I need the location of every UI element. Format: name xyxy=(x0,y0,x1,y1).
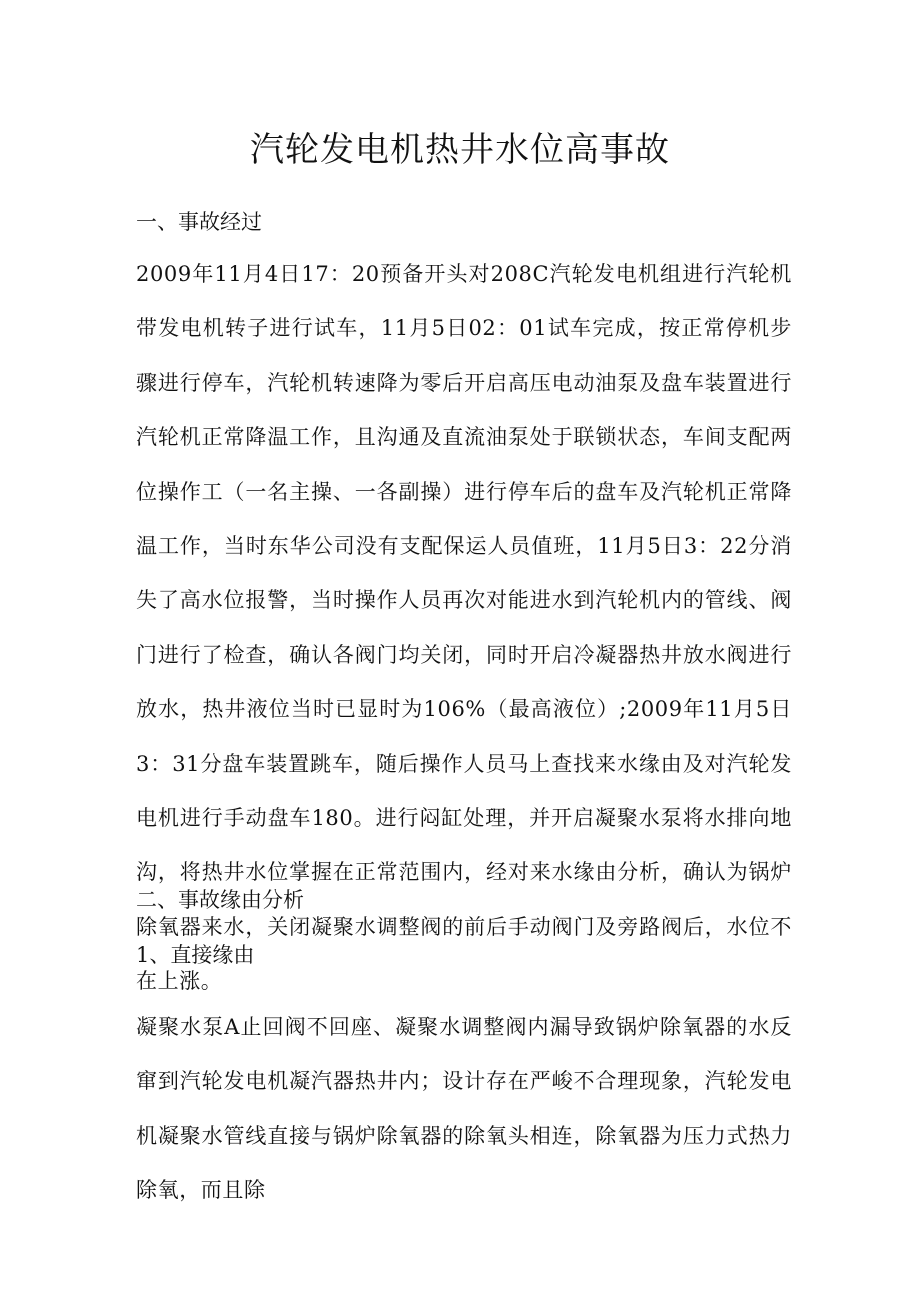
subsection-heading-direct-cause: 1、直接缘由 xyxy=(136,943,255,967)
document-title: 汽轮发电机热井水位高事故 xyxy=(250,130,670,170)
section-body-accident-process: 2009年11月4日17：20预备开头对208C汽轮发电机组进行汽轮机带发电机转子进行试车，11月5日02：01试车完成，按正常停机步骤进行停车，汽轮机转速降为零后开启高压电动油泵及盘车装置进行汽轮机正常降温工作，且沟通及直流油泵处于联锁状态，车间支配两位操作工（一名主操、一各副操）进行停车后的盘车及汽轮机正常降温工作，当时东华公司没有支配保运人员值班，11月5日3：22分消失了高水位报警，当时操作人员再次对能进水到汽轮机内的管线、阀门进行了检查，确认各阀门均关闭，同时开启冷凝器热井放水阀进行放水，热井液位当时已显时为106%（最高液位）;2009年11月5日3：31分盘车装置跳车，随后操作人员马上查找来水缘由及对汽轮发电机进行手动盘车180。进行闷缸处理，并开启凝聚水泵将水排向地沟，将热井水位掌握在正常范围内，经对来水缘由分析，确认为锅炉除氧器来水，关闭凝聚水调整阀的前后手动阀门及旁路阀后，水位不在上涨。 xyxy=(136,262,792,994)
section-heading-cause-analysis: 二、事故缘由分析 xyxy=(136,888,304,912)
section-heading-accident-process: 一、事故经过 xyxy=(136,210,262,234)
subsection-body-direct-cause: 凝聚水泵A止回阀不回座、凝聚水调整阀内漏导致锅炉除氧器的水反窜到汽轮发电机凝汽器热井内；设计存在严峻不合理现象，汽轮发电机凝聚水管线直接与锅炉除氧器的除氧头相连，除氧器为压力式热力除氧，而且除 xyxy=(136,1015,792,1203)
